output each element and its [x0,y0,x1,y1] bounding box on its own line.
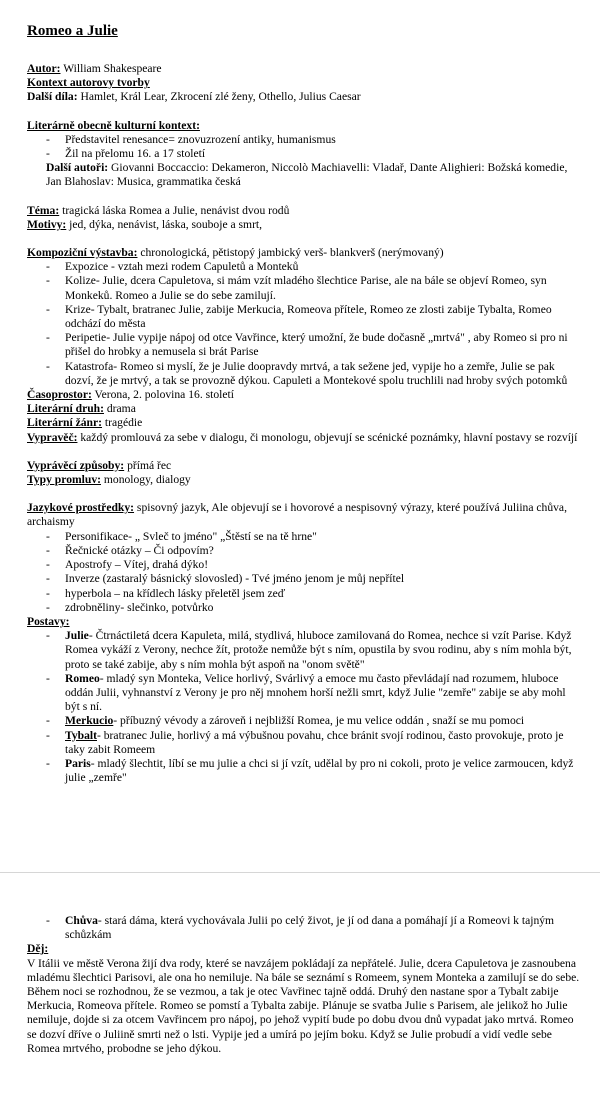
kontext-tvorby-line [27,76,582,90]
document-title: Romeo a Julie [27,23,118,39]
literarni-druh-line [27,402,582,416]
jazykove-list [27,530,582,615]
list-item: - Představitel renesance= znovuzrození antiky, humanismus [27,133,582,147]
list-item: - Krize- Tybalt, bratranec Julie, zabije Merkucia, Romeova přítele, Romeo ze zlosti zabije Tybalta, Romeo odchází do města [27,303,582,331]
postava-name: Merkucio [65,714,114,728]
postava-merkucio [27,714,582,728]
casoprostor-line [27,388,582,402]
dej-text: V Itálii ve městě Verona žijí dva rody, které se navzájem pokládají za nepřátelé. Julie, dcera Capuletova je zasnoubena mladému šlechtici Parisovi, ale ona ho nemiluje. Na bále se seznámí s Romeem, synem Monteka a zamilují se do sebe. Během noci se rozhodnou, že se vezmou, a tak je otec Vavřinec tajně oddá. Druhý den nastane spor a Tybalt zabije Merkucia, Romeova přítele. Romeo se pomstí a Tybalta zabije. Plánuje se svatba Julie s Parisem, ale jelikož ho Julie nemiluje, dojde si za otcem Vavřincem pro nápoj, po jehož vypití bude po dobu dvou dnů vypadat jako mrtvá. Romeo se dozví dříve o Juliině smrti než o lsti. Vypije jed a umírá po jejím boku. Když se Julie probudí a vidí vedle sebe Romea mrtvého, probodne se jeho dýkou. [27,956,580,1055]
literarni-druh-label: Literární druh: [27,402,104,416]
list-item: - Expozice - vztah mezi rodem Capuletů a Monteků [27,260,582,274]
literarni-zanr-line [27,416,582,430]
kompozicni-value: chronologická, pětistopý jambický verš- blankverš (nerýmovaný) [137,246,444,260]
jazykove-label: Jazykové prostředky: [27,501,135,515]
list-item: - Žil na přelomu 16. a 17 století [27,147,582,161]
vypravec-line [27,431,582,445]
document-page-2 [0,880,600,1095]
page-1-content [27,22,582,785]
literarni-zanr-label: Literární žánr: [27,416,103,430]
postavy-list [27,629,582,785]
list-item: - Katastrofa- Romeo si myslí, že je Julie doopravdy mrtvá, a tak sežene jed, vypije ho a zemře, Julie se pak dozví, že je mrtvý, a tak se provozně dýkou. Capuleti a Montekové spolu truchlili nad hroby svých potomků [27,360,582,388]
postava-julie [27,629,582,672]
literarni-druh-value: drama [103,402,136,416]
page-2-content [27,914,582,1056]
kontext-tvorby-label: Kontext autorovy tvorby [27,76,150,90]
typy-promluv-line [27,473,582,487]
tema-value: tragická láska Romea a Julie, nenávist dvou rodů [59,203,290,217]
list-item: - Řečnické otázky – Či odpovím? [27,544,582,558]
postava-name: Chůva [65,914,98,927]
postava-text: - stará dáma, která vychovávala Julii po celý život, je jí od dana a pomáhají jí a Romeovi k tajným schůzkám [65,914,555,942]
dalsi-autori-label: Další autoři: [46,161,109,175]
literarni-kontext-heading [27,119,582,133]
list-item: - zdrobněliny- slečinko, potvůrko [27,601,582,615]
tema-label: Téma: [27,203,60,217]
dalsi-dila-label: Další díla: [27,90,78,104]
vypravecsky-zpusob-line [27,459,582,473]
postava-text: - Čtrnáctiletá dcera Kapuleta, milá, stydlivá, hluboce zamilovaná do Romea, nechce si vzít Parise. Když Romea vykáží z Verony, nechce žít, protože nemůže být s ním, opustila by svou rodinu, aby s ním mohla být, proto se také zabije, aby s ním mohla být aspoň na "onom světě" [65,629,572,671]
autor-label: Autor: [27,62,61,75]
list-item: - Personifikace- „ Svleč to jméno" „Štěstí se na tě hrne" [27,530,582,544]
autor-value: William Shakespeare [60,62,162,75]
literarni-zanr-value: tragédie [102,416,143,430]
kompozicni-list [27,260,582,388]
postavy-list-continued [27,914,582,942]
list-item: - Kolize- Julie, dcera Capuletova, si mám vzít mladého šlechtice Parise, ale na bále se objeví Romeo, syn Monkeků. Romeo a Julie se do sebe zamilují. [27,274,582,302]
vypravec-label: Vypravěč: [27,430,78,444]
postava-text: - bratranec Julie, horlivý a má výbušnou povahu, chce bránit svojí rodinou, často provokuje, proto je taky zabit Romeem [65,728,564,756]
tema-line [27,204,582,218]
literarni-kontext-list [27,133,582,161]
page-separator [0,872,600,879]
postava-name: Julie [65,629,89,643]
jazykove-line [27,501,582,529]
postavy-heading [27,615,582,629]
dalsi-dila-value: Hamlet, Král Lear, Zkrocení zlé ženy, Othello, Julius Caesar [77,90,361,104]
dalsi-dila-line [27,90,582,104]
postava-tybalt [27,729,582,757]
casoprostor-label: Časoprostor: [27,388,92,402]
vypravecsky-zpusob-value: přímá řec [124,458,172,472]
postava-chuva [27,914,582,942]
postava-name: Tybalt [65,728,97,742]
typy-promluv-value: monology, dialogy [100,473,191,487]
postava-paris [27,757,582,785]
list-item: - Peripetie- Julie vypije nápoj od otce Vavřince, který umožní, že bude dočasně „mrtvá" , aby Romeo si pro ni přišel do hrobky a nemusela si brát Parise [27,331,582,359]
kompozicni-label: Kompoziční výstavba: [27,246,138,260]
dalsi-autori-value: Giovanni Boccaccio: Dekameron, Niccolò Machiavelli: Vladař, Dante Alighieri: Božská komedie, Jan Blahoslav: Musica, grammatika česká [46,161,568,189]
motivy-label: Motivy: [27,217,67,231]
typy-promluv-label: Typy promluv: [27,473,101,487]
jazykove-value: spisovný jazyk, Ale objevují se i hovorové a nespisovný výrazy, které používá Juliina chůva, archaismy [27,501,567,529]
postava-name: Paris [65,756,91,770]
autor-line [27,62,582,76]
literarni-kontext-label: Literárně obecně kulturní kontext: [27,118,200,132]
motivy-value: jed, dýka, nenávist, láska, souboje a smrt, [66,217,263,231]
vypravec-value: každý promlouvá za sebe v dialogu, či monologu, objevují se scénické poznámky, hlavní postavy se rozvíjí [77,430,578,444]
casoprostor-value: Verona, 2. polovina 16. století [91,388,234,402]
postava-text: - mladý syn Monteka, Velice horlivý, Svárlivý a emoce mu často převládají nad rozumem, hluboce oddán Julii, vyhnanství z Verony je pro něj mnohem horší nežli smrt, když Julie "zemře" zabije se aby mohl být s ní. [65,671,566,714]
postavy-label: Postavy: [27,614,70,628]
motivy-line [27,218,582,232]
list-item: - Inverze (zastaralý básnický slovosled) - Tvé jméno jenom je můj nepřítel [27,572,582,586]
kompozicni-line [27,246,582,260]
dalsi-autori-line [27,161,582,189]
vypravecsky-zpusob-label: Vyprávěcí způsoby: [27,458,125,472]
list-item: - Apostrofy – Vítej, drahá dýko! [27,558,582,572]
postava-romeo [27,672,582,715]
postava-text: - příbuzný vévody a zároveň i nejbližší Romea, je mu velice oddán , snaží se mu pomoci [113,714,525,728]
dej-heading [27,942,582,956]
postava-name: Romeo [65,671,100,685]
dej-label: Děj: [27,942,49,956]
postava-text: - mladý šlechtit, líbí se mu julie a chci si jí vzít, udělal by pro ni cokoli, proto je velice zarmoucen, když julie „zemře" [65,756,574,785]
list-item: - hyperbola – na křídlech lásky přeletěl jsem zeď [27,587,582,601]
